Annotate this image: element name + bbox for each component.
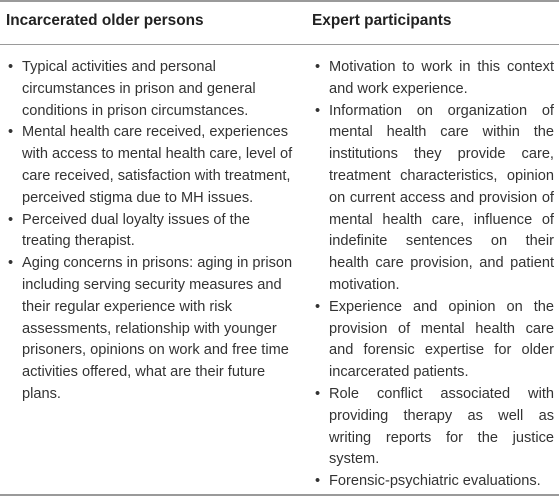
list-item-text: Information on organization of mental health care within the institutions they provide care, treatment characteristics, opinion on current access and provision of mental health care, influence of indefinite sentences on their health care provision, and patient motivation. <box>329 102 554 293</box>
column-header-incarcerated-older-persons: Incarcerated older persons <box>6 12 204 29</box>
bullet-icon: • <box>8 59 14 75</box>
incarcerated-older-persons-topic-list <box>6 57 294 406</box>
list-item <box>6 253 294 406</box>
list-item <box>313 101 554 297</box>
list-item <box>313 297 554 384</box>
list-item <box>313 384 554 471</box>
expert-participants-topic-list <box>313 57 554 493</box>
table-bottom-rule <box>0 494 559 496</box>
column-header-expert-participants: Expert participants <box>312 12 452 29</box>
list-item-text: Experience and opinion on the provision of mental health care and forensic expertise for older incarcerated patients. <box>329 298 554 381</box>
list-item <box>6 57 294 122</box>
list-item-text: Typical activities and personal circumstances in prison and general conditions in prison circumstances. <box>22 59 256 119</box>
list-item-text: Role conflict associated with providing therapy as well as writing reports for the justice system. <box>329 385 554 468</box>
list-item <box>313 57 554 101</box>
list-item-text: Mental health care received, experiences with access to mental health care, level of care received, satisfaction with treatment, perceived stigma due to MH issues. <box>22 124 293 206</box>
bullet-icon: • <box>315 298 321 315</box>
list-item-text: Forensic-psychiatric evaluations. <box>329 473 541 490</box>
list-item <box>6 122 294 209</box>
bullet-icon: • <box>315 473 321 490</box>
list-item-text: Motivation to work in this context and work experience. <box>329 59 554 97</box>
bullet-icon: • <box>315 59 321 75</box>
list-item-text: Perceived dual loyalty issues of the treating therapist. <box>22 211 250 250</box>
bullet-icon: • <box>315 102 321 119</box>
list-item <box>6 210 294 254</box>
bullet-icon: • <box>8 211 14 228</box>
list-item-text: Aging concerns in prisons: aging in prison including serving security measures and their regular experience with risk assessments, relationship with younger prisoners, opinions on work and free time activities offered, what are their future plans. <box>22 255 293 402</box>
list-item <box>313 471 554 493</box>
table-top-rule <box>0 0 559 2</box>
header-divider-rule <box>0 44 559 45</box>
bullet-icon: • <box>8 124 14 141</box>
bullet-icon: • <box>8 255 14 272</box>
bullet-icon: • <box>315 385 321 402</box>
